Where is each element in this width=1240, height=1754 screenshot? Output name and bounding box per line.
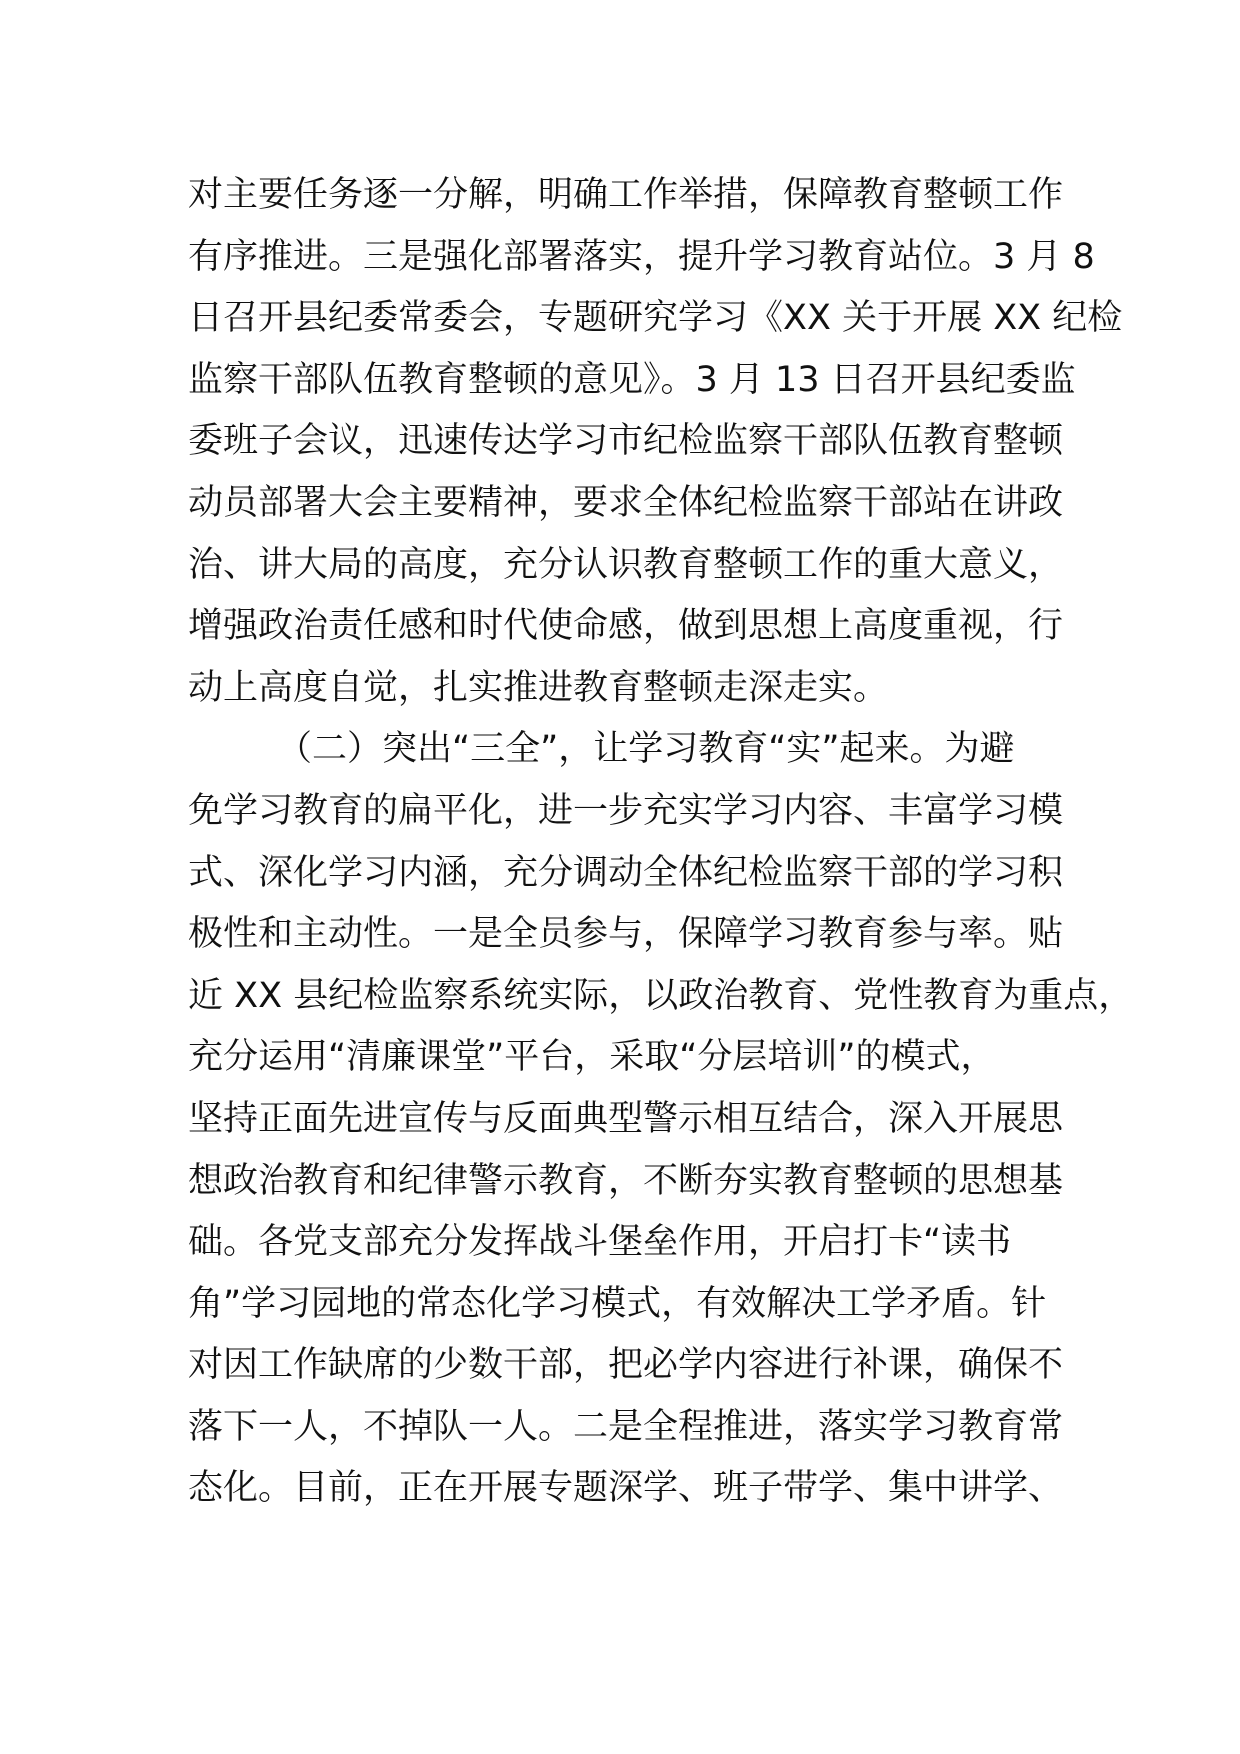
text-line: 对主要任务逐一分解，明确工作举措，保障教育整顿工作 [188, 175, 1064, 215]
text-line: 近 XX 县纪检监察系统实际，以政治教育、党性教育为重点， [188, 975, 1134, 1016]
text-line: 动员部署大会主要精神，要求全体纪检监察干部站在讲政 [188, 482, 1064, 523]
text-line: 治、讲大局的高度，充分认识教育整顿工作的重大意义， [188, 544, 1064, 585]
text-line: 免学习教育的扁平化，进一步充实学习内容、丰富学习模 [188, 790, 1064, 831]
text-line: 日召开县纪委常委会，专题研究学习《XX 关于开展 XX 纪检 [188, 298, 1123, 339]
text-line: 增强政治责任感和时代使命感，做到思想上高度重视，行 [188, 606, 1064, 647]
text-line: 态化。目前，正在开展专题深学、班子带学、集中讲学、 [188, 1468, 1064, 1509]
text-line: 落下一人，不掉队一人。二是全程推进，落实学习教育常 [188, 1406, 1064, 1447]
text-line: 想政治教育和纪律警示教育，不断夯实教育整顿的思想基 [188, 1160, 1064, 1201]
text-line: 充分运用“清廉课堂”平台，采取“分层培训”的模式， [188, 1037, 996, 1078]
text-line: 式、深化学习内涵，充分调动全体纪检监察干部的学习积 [188, 852, 1064, 893]
text-line: 对因工作缺席的少数干部，把必学内容进行补课，确保不 [188, 1345, 1064, 1386]
text-line: 动上高度自觉，扎实推进教育整顿走深走实。 [188, 667, 889, 708]
section-heading-line: （二）突出“三全”，让学习教育“实”起来。为避 [188, 729, 1015, 770]
text-line: 角”学习园地的常态化学习模式，有效解决工学矛盾。针 [188, 1283, 1047, 1324]
text-line: 有序推进。三是强化部署落实，提升学习教育站位。3 月 8 [188, 236, 1095, 277]
text-line: 极性和主动性。一是全员参与，保障学习教育参与率。贴 [188, 914, 1064, 955]
text-line: 础。各党支部充分发挥战斗堡垒作用，开启打卡“读书 [188, 1222, 1012, 1263]
body-text [188, 165, 1134, 1520]
text-line: 委班子会议，迅速传达学习市纪检监察干部队伍教育整顿 [188, 421, 1064, 462]
text-line: 监察干部队伍教育整顿的意见》。3 月 13 日召开县纪委监 [188, 359, 1076, 400]
text-line: 坚持正面先进宣传与反面典型警示相互结合，深入开展思 [188, 1098, 1064, 1139]
